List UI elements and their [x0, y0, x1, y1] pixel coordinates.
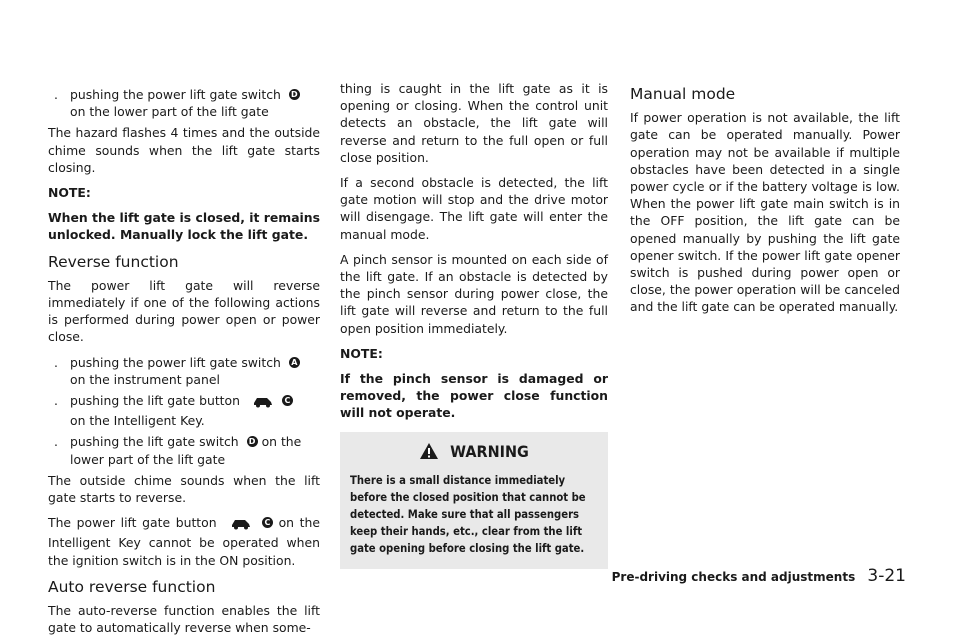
- bullet-item: [48, 392, 320, 429]
- callout-ref: D: [289, 89, 300, 100]
- paragraph: A pinch sensor is mounted on each side of the lift gate. If an obstacle is detected by the pinch sensor during power close, the lift gate will reverse and return to the full open position immediately.: [340, 251, 608, 336]
- bullet-text: pushing the power lift gate switch: [70, 87, 281, 102]
- bullet-continuation: on the instrument panel: [70, 371, 220, 387]
- bullet-continuation: lower part of the lift gate: [70, 451, 226, 467]
- section-heading: Auto reverse function: [48, 577, 216, 596]
- bullet-item: [48, 86, 320, 120]
- page-number: 3-21: [867, 566, 906, 586]
- bullet-continuation: on the Intelligent Key.: [70, 413, 205, 429]
- callout-ref: C: [262, 517, 273, 528]
- paragraph: [48, 514, 320, 569]
- callout-ref: A: [289, 357, 300, 368]
- bullet-dot: .: [54, 87, 58, 102]
- warning-text: There is a small distance immediately before the closed position that cannot be detected. Make sure that all passengers keep their hands, etc., clear from the lift gate opening before closing the lift gate.: [350, 473, 586, 555]
- warning-title: WARNING: [450, 441, 529, 461]
- section-heading: Manual mode: [630, 85, 736, 103]
- key-fob-icon: [252, 394, 274, 412]
- text-run: on the Intelligent Key cannot be operated when the ignition switch is in the ON position.: [48, 515, 320, 568]
- bullet-continuation: on the lower part of the lift gate: [70, 104, 269, 120]
- callout-ref: C: [282, 395, 293, 406]
- bullet-text: pushing the lift gate switch: [70, 434, 239, 450]
- paragraph: The power lift gate will reverse immediately if one of the following actions is performed during power open or power close.: [48, 277, 320, 345]
- paragraph: The outside chime sounds when the lift gate starts to reverse.: [48, 472, 320, 506]
- text-run: The power lift gate button: [48, 515, 217, 531]
- note-label: NOTE:: [48, 185, 91, 201]
- key-fob-icon: [230, 516, 252, 534]
- column-2: [340, 80, 608, 569]
- bullet-dot: .: [54, 393, 58, 409]
- callout-ref: D: [247, 436, 258, 447]
- bullet-dot: .: [54, 434, 58, 450]
- note-text: If the pinch sensor is damaged or removed, the power close function will not operate.: [340, 371, 608, 421]
- footer-section: Pre-driving checks and adjustments: [611, 570, 856, 584]
- bullet-text: pushing the power lift gate switch: [70, 354, 281, 370]
- bullet-dot: .: [54, 354, 58, 370]
- paragraph: The hazard flashes 4 times and the outside chime sounds when the lift gate starts closing.: [48, 125, 320, 175]
- note-text: When the lift gate is closed, it remains unlocked. Manually lock the lift gate.: [48, 210, 320, 243]
- bullet-item: [48, 354, 320, 388]
- column-1: [48, 86, 320, 644]
- page-footer: [612, 566, 906, 586]
- bullet-text-after: on the: [261, 434, 302, 450]
- section-heading: Reverse function: [48, 252, 179, 271]
- paragraph: If a second obstacle is detected, the lift gate motion will stop and the drive motor will disengage. The lift gate will enter the manual mode.: [340, 175, 608, 242]
- paragraph: If power operation is not available, the lift gate can be operated manually. Power operation may not be available if multiple obstacles have been detected in a single power cycle or if the battery voltage is low. When the power lift gate main switch is in the OFF position, the lift gate can be opened manually by pushing the lift gate opener switch. If the power lift gate opener switch is pushed during power open or close, the power operation will be canceled and the lift gate can be operated manually.: [630, 110, 900, 315]
- warning-box: [340, 432, 608, 569]
- note-label: NOTE:: [340, 345, 383, 361]
- bullet-item: [48, 433, 320, 467]
- column-3: [630, 86, 900, 324]
- bullet-text: pushing the lift gate button: [70, 393, 240, 409]
- paragraph: thing is caught in the lift gate as it is opening or closing. When the control unit detects an obstacle, the lift gate will reverse and return to the full open or full close position.: [340, 81, 608, 165]
- warning-header: [350, 442, 598, 460]
- paragraph: The auto-reverse function enables the lift gate to automatically reverse when some-: [48, 603, 320, 636]
- warning-triangle-icon: [419, 442, 450, 461]
